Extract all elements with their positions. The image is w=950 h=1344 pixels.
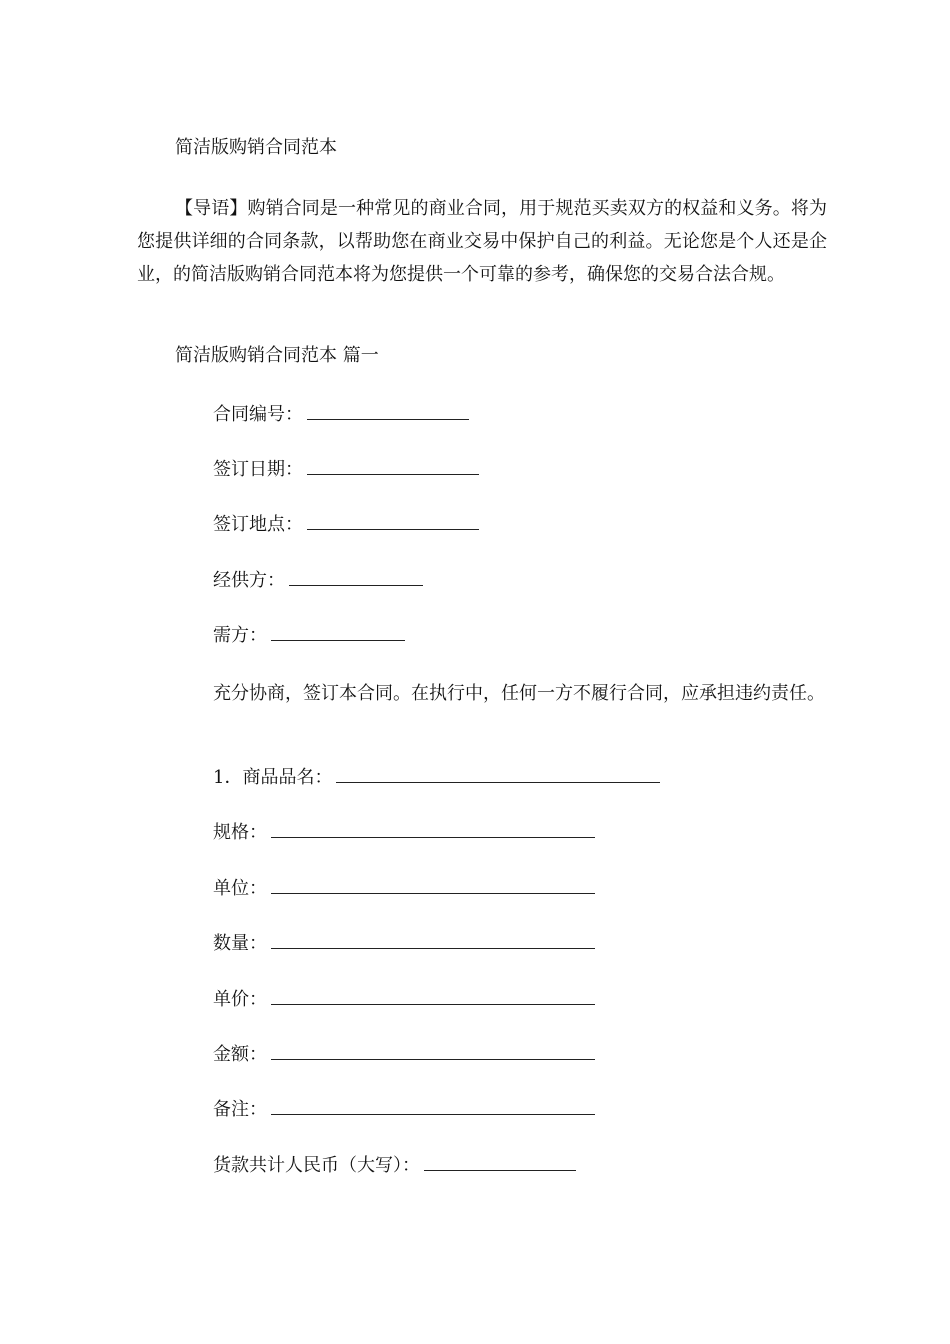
remarks-blank[interactable] [271, 1096, 595, 1115]
quantity-label: 数量： [213, 933, 267, 954]
product-name-label: 1．商品品名： [213, 767, 333, 788]
supplier-row [213, 567, 423, 592]
supplier-blank[interactable] [289, 567, 423, 586]
unit-row [213, 875, 595, 900]
amount-blank[interactable] [271, 1041, 595, 1060]
sign-place-label: 签订地点： [213, 514, 303, 535]
unit-label: 单位： [213, 878, 267, 899]
quantity-row [213, 930, 595, 955]
amount-label: 金额： [213, 1044, 267, 1065]
total-rmb-blank[interactable] [424, 1152, 576, 1171]
sign-place-blank[interactable] [307, 511, 479, 530]
spec-label: 规格： [213, 822, 267, 843]
contract-number-row [213, 401, 469, 426]
sign-place-row [213, 511, 479, 536]
agreement-paragraph: 充分协商，签订本合同。在执行中，任何一方不履行合同，应承担违约责任。 [213, 683, 825, 704]
contract-number-label: 合同编号： [213, 404, 303, 425]
buyer-label: 需方： [213, 625, 267, 646]
unit-price-label: 单价： [213, 989, 267, 1010]
unit-blank[interactable] [271, 875, 595, 894]
contract-number-blank[interactable] [307, 401, 469, 420]
unit-price-row [213, 986, 595, 1011]
section-heading: 简洁版购销合同范本 篇一 [175, 345, 379, 366]
amount-row [213, 1041, 595, 1066]
total-rmb-row [213, 1152, 576, 1177]
spec-row [213, 819, 595, 844]
sign-date-row [213, 456, 479, 481]
quantity-blank[interactable] [271, 930, 595, 949]
product-name-blank[interactable] [336, 764, 660, 783]
unit-price-blank[interactable] [271, 986, 595, 1005]
supplier-label: 经供方： [213, 570, 285, 591]
buyer-blank[interactable] [271, 622, 405, 641]
sign-date-label: 签订日期： [213, 459, 303, 480]
sign-date-blank[interactable] [307, 456, 479, 475]
document-title: 简洁版购销合同范本 [175, 137, 337, 158]
remarks-row [213, 1096, 595, 1121]
remarks-label: 备注： [213, 1099, 267, 1120]
total-rmb-label: 货款共计人民币（大写）： [213, 1155, 420, 1176]
buyer-row [213, 622, 405, 647]
spec-blank[interactable] [271, 819, 595, 838]
intro-paragraph: 【导语】购销合同是一种常见的商业合同，用于规范买卖双方的权益和义务。将为您提供详细的合同条款，以帮助您在商业交易中保护自己的利益。无论您是个人还是企业，的简洁版购销合同范本将为您提供一个可靠的参考，确保您的交易合法合规。 [137, 198, 827, 285]
product-name-row [213, 764, 660, 789]
